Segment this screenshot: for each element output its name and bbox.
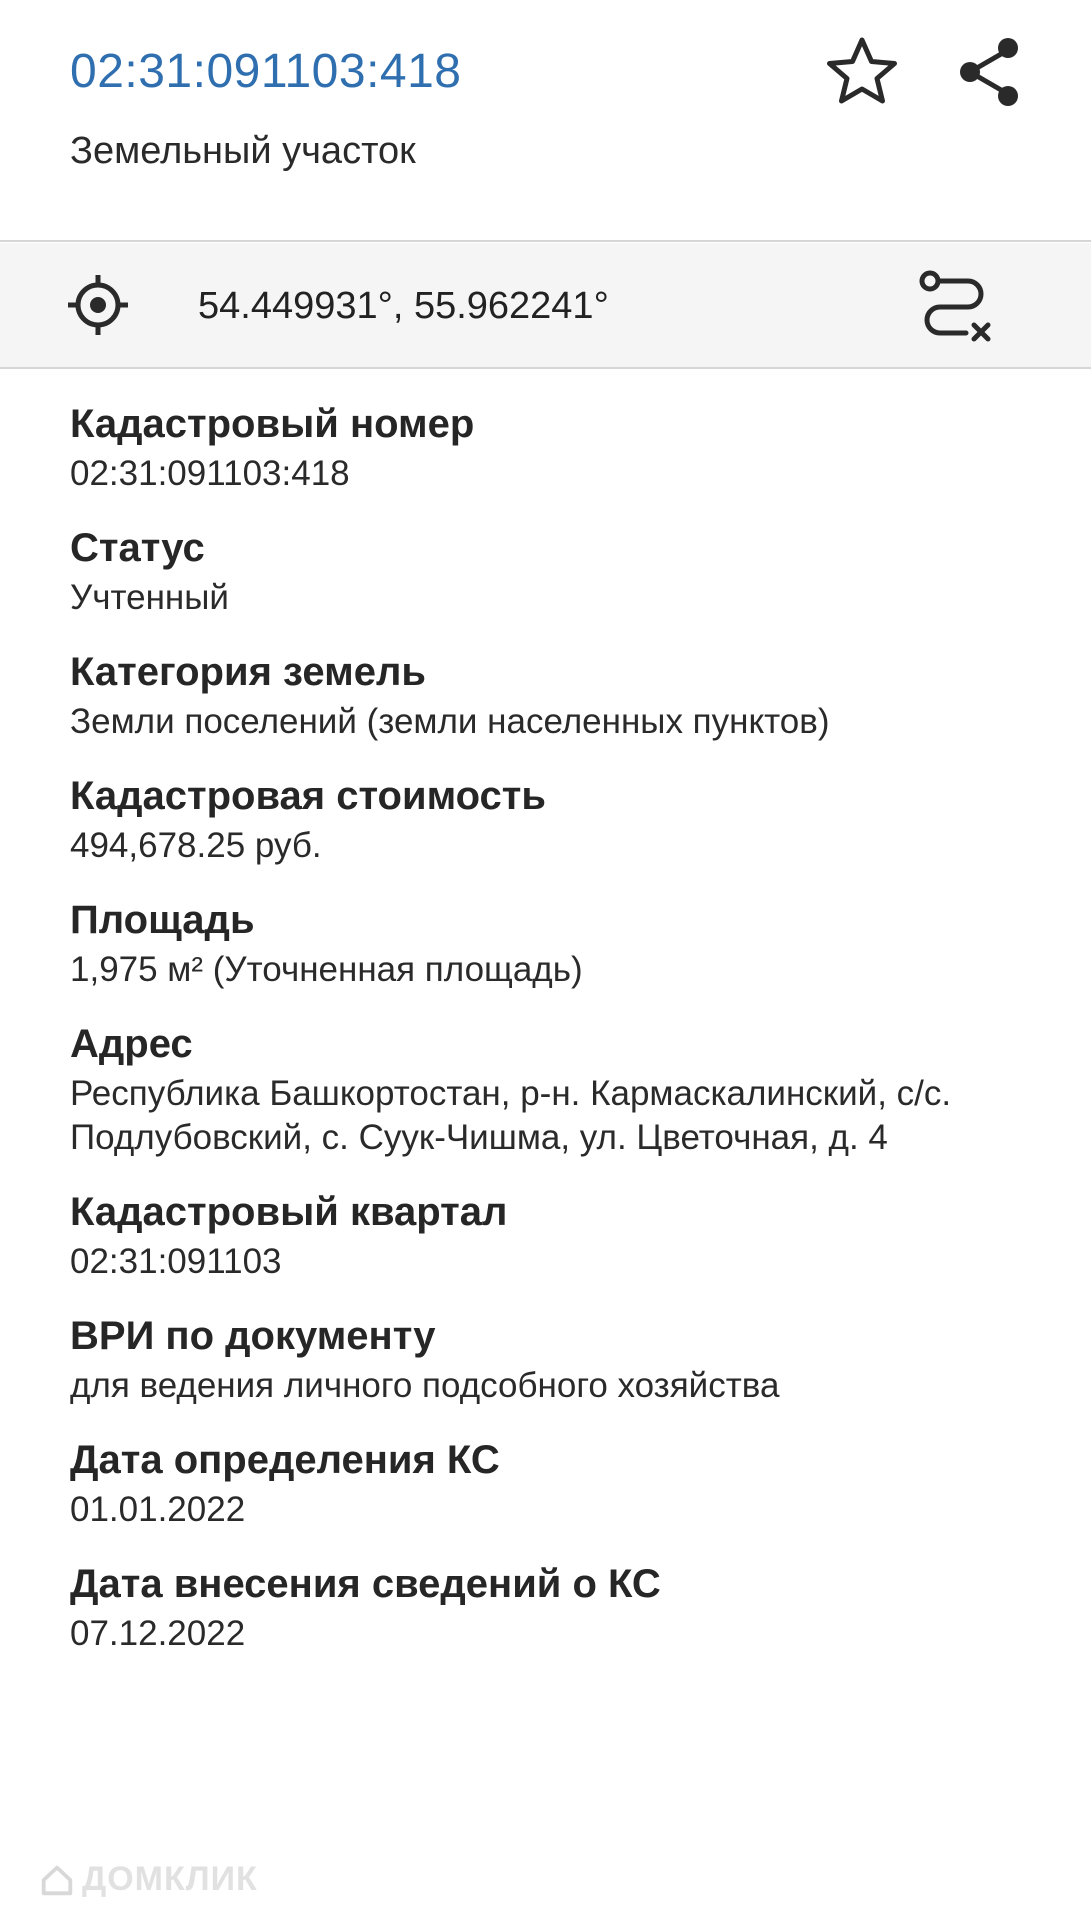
field-label: Кадастровый номер bbox=[70, 402, 475, 446]
page-subtitle: Земельный участок bbox=[70, 130, 416, 172]
top-divider bbox=[0, 240, 1091, 242]
route-button[interactable] bbox=[916, 267, 996, 347]
field-label: Кадастровая стоимость bbox=[70, 774, 546, 818]
field-label: Адрес bbox=[70, 1022, 193, 1066]
field-cadastral-quarter bbox=[70, 1186, 1030, 1284]
field-status bbox=[70, 522, 1030, 620]
details-list bbox=[70, 398, 1030, 1682]
route-cancel-icon bbox=[916, 267, 996, 347]
crosshair-icon bbox=[66, 273, 130, 337]
field-value: для ведения личного подсобного хозяйства bbox=[70, 1366, 780, 1405]
field-permitted-use bbox=[70, 1310, 1030, 1408]
star-icon bbox=[822, 32, 902, 112]
field-cadastral-value bbox=[70, 770, 1030, 868]
field-label: Кадастровый квартал bbox=[70, 1190, 508, 1234]
watermark bbox=[38, 1860, 258, 1899]
bar-divider bbox=[0, 367, 1091, 369]
field-address bbox=[70, 1018, 1030, 1160]
field-value: 01.01.2022 bbox=[70, 1490, 246, 1529]
field-land-category bbox=[70, 646, 1030, 744]
field-value: Республика Башкортостан, р-н. Кармаскалинский, с/с. Подлубовский, с. Суук-Чишма, ул. Цветочная, д. 4 bbox=[70, 1074, 952, 1157]
house-icon bbox=[38, 1861, 76, 1899]
watermark-text: ДОМКЛИК bbox=[82, 1860, 258, 1898]
field-area bbox=[70, 894, 1030, 992]
field-valuation-date bbox=[70, 1434, 1030, 1532]
field-label: Площадь bbox=[70, 898, 255, 942]
favorite-button[interactable] bbox=[822, 32, 902, 112]
field-label: ВРИ по документу bbox=[70, 1314, 436, 1358]
field-value: 1,975 м² (Уточненная площадь) bbox=[70, 950, 583, 989]
field-value: 02:31:091103 bbox=[70, 1242, 282, 1281]
share-icon bbox=[950, 32, 1030, 112]
coordinates-bar bbox=[0, 243, 1091, 367]
field-entry-date bbox=[70, 1558, 1030, 1656]
field-value: Земли поселений (земли населенных пунктов) bbox=[70, 702, 830, 741]
header bbox=[0, 0, 1091, 240]
field-label: Дата внесения сведений о КС bbox=[70, 1562, 661, 1606]
field-label: Дата определения КС bbox=[70, 1438, 500, 1482]
field-label: Статус bbox=[70, 526, 205, 570]
locate-button[interactable] bbox=[66, 273, 130, 337]
field-value: 02:31:091103:418 bbox=[70, 454, 350, 493]
field-value: 07.12.2022 bbox=[70, 1614, 246, 1653]
field-cadastral-number bbox=[70, 398, 1030, 496]
field-label: Категория земель bbox=[70, 650, 426, 694]
field-value: 494,678.25 руб. bbox=[70, 826, 322, 865]
field-value: Учтенный bbox=[70, 578, 229, 617]
page-title: 02:31:091103:418 bbox=[70, 45, 462, 98]
share-button[interactable] bbox=[950, 32, 1030, 112]
coordinates-text[interactable]: 54.449931°, 55.962241° bbox=[198, 285, 609, 327]
